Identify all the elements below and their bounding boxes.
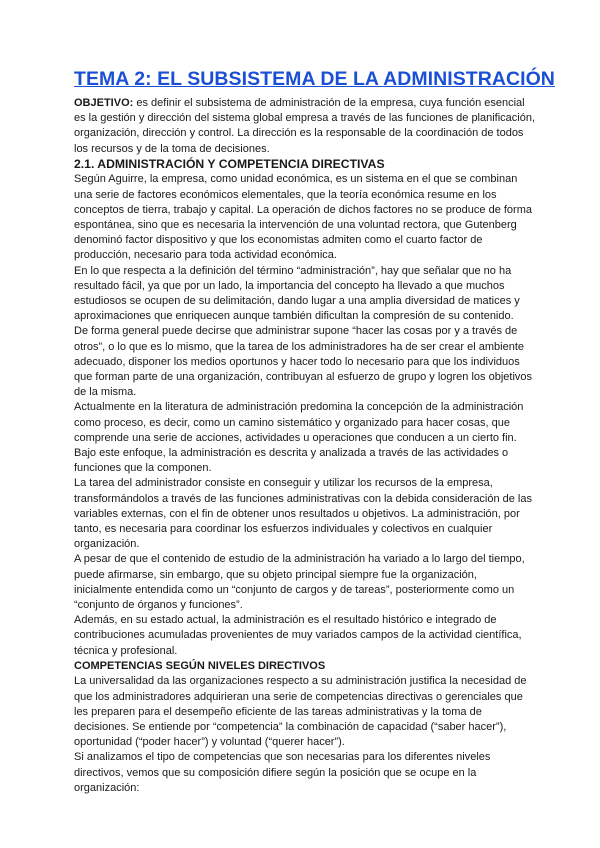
body-paragraph: La tarea del administrador consiste en conseguir y utilizar los recursos de la empresa, transformándolos a través de las funciones administrativas con la debida consideración de las variables externas, con el fin de obtener unos resultados u objetivos. La administración, por tanto, es necesaria para coordinar los esfuerzos individuales y colectivos en cualquier organización. bbox=[74, 477, 532, 551]
body-paragraph: La universalidad da las organizaciones respecto a su administración justifica la necesidad de que los administradores adquirieran una serie de competencias directivas o gerenciales que les preparen para el desempeño eficiente de las tareas administrativas y la toma de decisiones. Se entiende por “competencia” la combinación de capacidad (“saber hacer”), oportunidad (“poder hacer”) y voluntad (“querer hacer”). bbox=[74, 675, 527, 749]
body-paragraph: Actualmente en la literatura de administración predomina la concepción de la administración como proceso, es decir, como un camino sistemático y organizado para hacer cosas, que comprende una serie de acciones, actividades u operaciones que conducen a un cierto fin. Bajo este enfoque, la administración es descrita y analizada a través de las actividades o funciones que la componen. bbox=[74, 401, 524, 475]
objective-paragraph bbox=[74, 96, 536, 157]
body-paragraph: Además, en su estado actual, la administración es el resultado histórico e integrado de contribuciones acumuladas provenientes de muy variados campos de la actividad científica, técnica y profesional. bbox=[74, 614, 522, 657]
body-paragraph: Según Aguirre, la empresa, como unidad económica, es un sistema en el que se combinan una serie de factores económicos elementales, que la teoría económica resume en los conceptos de tierra, trabajo y capital. La operación de dichos factores no se produce de forma espontánea, sino que es necesaria la intervención de una voluntad rectora, que Gutenberg denominó factor dispositivo y que los economistas admiten como el cuarto factor de producción, necesario para toda actividad económica. bbox=[74, 173, 532, 262]
objective-text: es definir el subsistema de administración de la empresa, cuya función esencial es la gestión y dirección del sistema global empresa a través de las funciones de planificación, organización, dirección y control. La dirección es la responsable de la coordinación de todos los recursos y de la toma de decisiones. bbox=[74, 97, 536, 155]
body-paragraph: Si analizamos el tipo de competencias que son necesarias para los diferentes niveles directivos, vemos que su composición difiere según la posición que se ocupe en la organización: bbox=[74, 751, 491, 794]
body-paragraph: A pesar de que el contenido de estudio de la administración ha variado a lo largo del tiempo, puede afirmarse, sin embargo, que su objeto principal siempre fue la organización, inicialmente entendida como un “conjunto de cargos y de tareas”, posteriormente como un “conjunto de órganos y funciones”. bbox=[74, 553, 525, 611]
document-title: TEMA 2: EL SUBSISTEMA DE LA ADMINISTRACIÓN bbox=[74, 68, 555, 90]
body-paragraph: En lo que respecta a la definición del término “administración”, hay que señalar que no ha resultado fácil, ya que por un lado, la importancia del concepto ha llevado a que muchos estudiosos se ocupen de su delimitación, dando lugar a una amplia diversidad de matices y aproximaciones que enriquecen aunque también dificultan la compresión de su contenido. bbox=[74, 264, 520, 323]
objective-label: OBJETIVO: bbox=[74, 97, 134, 109]
subsection-heading: COMPETENCIAS SEGÚN NIVELES DIRECTIVOS bbox=[74, 659, 326, 672]
section-heading: 2.1. ADMINISTRACIÓN Y COMPETENCIA DIRECTIVAS bbox=[74, 156, 385, 171]
body-paragraph: De forma general puede decirse que administrar supone “hacer las cosas por y a través de otros”, o lo que es lo mismo, que la tarea de los administradores ha de ser crear el ambiente adecuado, disponer los medios oportunos y hacer todo lo necesario para que los individuos que forman parte de una organización, contribuyan al esfuerzo de grupo y logren los objetivos de la misma. bbox=[74, 325, 533, 399]
